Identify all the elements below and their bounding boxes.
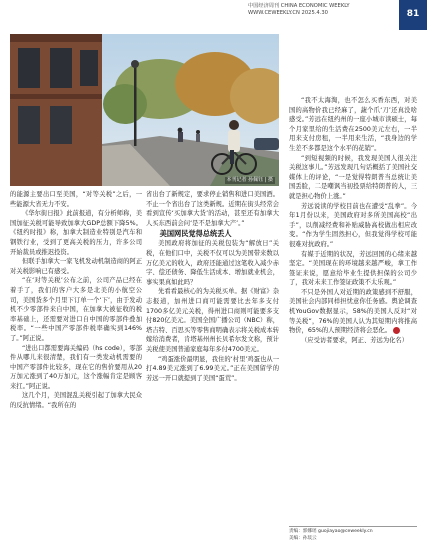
paragraph: 芳远说读的学校目前也在遭受“乱拳”。今年1月份以来，美国政府对多所美国高校“出手”，以削减经费和补贴威胁高校做出相应改变。“作为学生固然担心，但我觉得学校可能很难对抗政府。” <box>289 202 417 248</box>
designer-line: 美编：孙琰云 <box>289 535 317 541</box>
paragraph: 这几个月，美国混乱关税引起了加拿大民众的反抗情绪。“我所在的 <box>10 392 142 410</box>
paragraph: 的能源主要出口至美国，“对等关税”之后，一些能源大省无力不安。 <box>10 191 142 208</box>
paragraph: 有媒于近期的状况，芳远回国的心绪来越坚定。“美国现在的环境越来越严峻，拿工作签证来说，愿意给毕业生提供担保的公司少了，我对未来工作签证政策不太乐观。” <box>289 250 417 287</box>
publication-name: 中国经济周刊 CHINA ECONOMIC WEEKLY <box>248 3 350 9</box>
paragraph: 先看看最核心的为关税买单。据《财富》杂志报道，加州进口商可能需要比去年多支付1700多亿美元关税，得州进口商则可能要多支付820亿美元。美国全国广播公司（NBC）称，塔吉特、百思买等零售商明确表示将关税成本转嫁给消费者，肯塔基州州长贝希尔发文称，预计关税使美国普通家庭每年多付4700美元。 <box>146 288 279 353</box>
page-number-box <box>399 0 427 30</box>
article-end-mark-icon <box>393 327 400 334</box>
article-column-3 <box>289 96 417 345</box>
street-scene-illustration <box>10 34 279 186</box>
paragraph: “到短视频的时候，我发现美国人很关注关税这事儿。”芳远发现几句话概括了美国社交媒体上的评论，“一是觉得特朗普当总统让美国丢脸，二是嘲讽当初投票给特朗普的人，三就是担心物价上涨。” <box>289 154 417 200</box>
pseudonym-note: （应受访者要求，阿正、芳远为化名） <box>300 336 409 344</box>
paragraph: 但联手加拿大一家飞机发动机制造商的阿正对关税影响已有感受。 <box>10 258 142 275</box>
website-date: WWW.CEWEEKLY.CN 2025.4.30 <box>248 10 328 16</box>
paragraph: “鸡蛋涨价最明显，我住的‘村里’鸡蛋也从一打4.89美元涨到了6.99美元。”正在美国留学的芳远一开口就提到了美国“蛋荒”。 <box>146 355 279 382</box>
page-number: 81 <box>406 9 420 19</box>
paragraph: “在‘对等关税’公布之前，公司产品已经在着手了，我们的客户大多是北美的小航空公司，美国货多个月里下订单一个‘下’，由于发动机不少零部件来自中国，在加拿大被征收的税率基础上，还需要对进口自中国的零部件叠加税率。“一些中国产零部件税率确实到146%了。”阿正说。 <box>10 277 142 342</box>
paragraph: “进出口都需要海关编码（hs code），零部件从哪儿来很清楚，我们有一类发动机需要的中国产零部件比较多，现在它的售价要用从20万加元涨到了40万加元，这个涨幅肯定是顾客来扛。”阿正说。 <box>10 344 142 390</box>
paragraph-text: 不只是外国人对近期的政策感到不舒服，美国社会内部同样担忧意你任务感。舆论调查机YouGov数据显示，58%的美国人反对“对等关税”，76%的美国人认为其短期内将推高物价，65%的人预期经济将会恶化。 <box>289 288 417 335</box>
paragraph: 美国政府将加征的关税包装为“解放日”关税，在他们口中，关税不仅可以为美国带来数以万亿美元的收入，政府还能通过这笔收入减少赤字、偿还债务、降低生活成本、增加就业机会，事实果真如此吗？ <box>146 240 279 286</box>
paragraph: 《华尔街日报》此前报道，有分析师称，美国加征关税可能导致加拿大GDP总额下降5%。《纽约时报》称，加拿大制造业特别是汽车和钢铁行业，受到了更高关税的压力，许多公司开始裁员或推迟投资。 <box>10 210 142 256</box>
paragraph-final <box>289 288 417 336</box>
header-text <box>248 3 350 17</box>
section-subheading: 美国网民觉得总统丢人 <box>159 229 232 239</box>
editor-credits <box>289 526 417 542</box>
article-column-1 <box>10 190 142 411</box>
editor-line: 责编：郭娜瑶 guojiayao@ceweekly.cn <box>289 529 373 534</box>
article-column-2 <box>146 190 279 383</box>
page-header <box>0 0 427 34</box>
photo-credit: 本刊记者 孙佩钰 | 摄 <box>226 177 273 183</box>
paragraph: “我不太海淘，也不怎么买香东西，对美国的高物价我已经麻了，蔬个爪‘刀’还真没啥感受。”芳远在纽约州的一座小城市读硕士，每个月家里给的生活费在2500美元左右，一半用来支付房租，一半用来生活，“我身边的学生差不多都是这个水平的花销”。 <box>289 97 417 152</box>
street-photo <box>10 34 279 186</box>
paragraph: 省出台了新规定，要求停止销售和进口美国酒。不止一个省出台了这类新规。近期在街头经常会看到宣传‘买加拿大货’的活动，甚至还有加拿大人买东西前会问‘是不是加拿大产’。” <box>146 191 279 227</box>
